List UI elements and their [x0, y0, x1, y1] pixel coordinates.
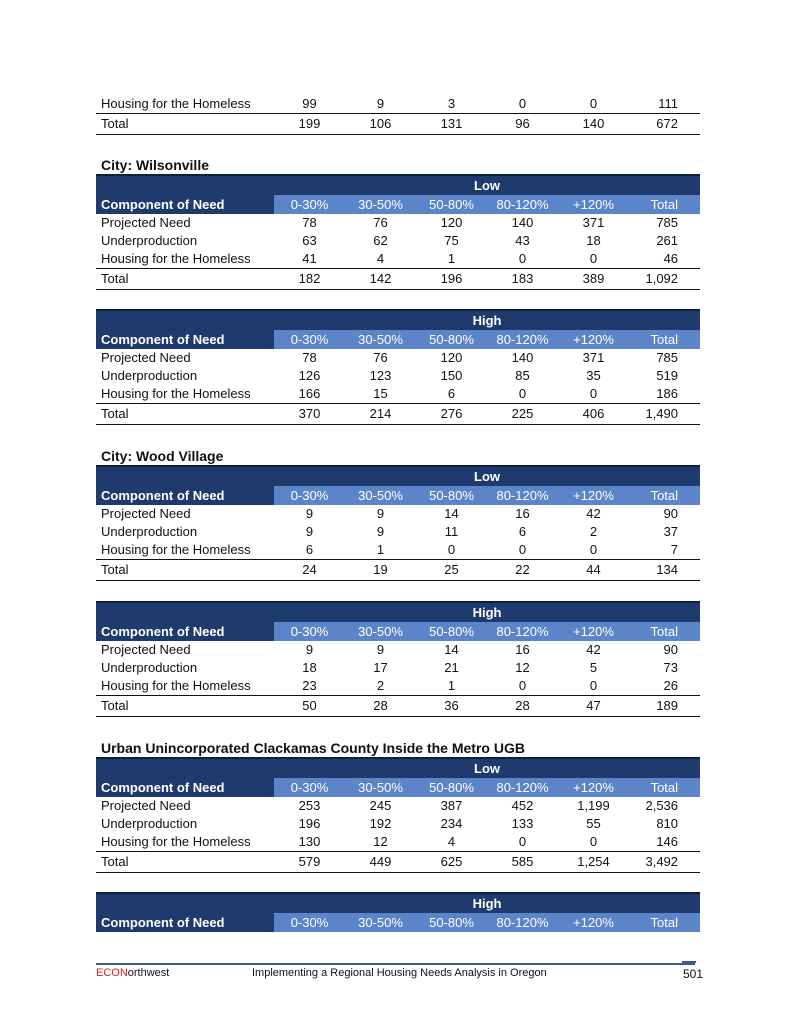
- column-header: +120%: [558, 486, 629, 505]
- column-header-row: [96, 913, 700, 932]
- cell: 785: [656, 350, 679, 365]
- table-row: [96, 385, 700, 404]
- cell: 389: [558, 269, 629, 290]
- column-header: 50-80%: [416, 195, 487, 214]
- column-header-row: [96, 195, 700, 214]
- cell: 9: [305, 524, 314, 539]
- row-label: Total: [96, 404, 274, 425]
- cell: 140: [511, 215, 534, 230]
- need-table-clackamas-high: [96, 892, 700, 932]
- column-header: 80-120%: [487, 622, 558, 641]
- column-header: Total: [629, 778, 700, 797]
- cell: 106: [345, 114, 416, 135]
- cell: 672: [629, 114, 700, 135]
- table-row: [96, 214, 700, 232]
- cell: 183: [487, 269, 558, 290]
- cell: 0: [558, 833, 629, 852]
- table-row-total: [96, 852, 700, 873]
- column-header: 80-120%: [487, 330, 558, 349]
- cell: 24: [274, 560, 345, 581]
- cell: 0: [558, 95, 629, 114]
- table-row: [96, 505, 700, 523]
- column-header: Total: [629, 913, 700, 932]
- column-header: 30-50%: [345, 778, 416, 797]
- cell: 44: [558, 560, 629, 581]
- cell: 18: [302, 660, 317, 675]
- cell: 130: [274, 833, 345, 852]
- cell: 9: [345, 95, 416, 114]
- cell: 16: [515, 506, 530, 521]
- scenario-label: High: [274, 310, 700, 330]
- cell: 22: [487, 560, 558, 581]
- cell: 370: [274, 404, 345, 425]
- cell: 625: [416, 852, 487, 873]
- column-header: 80-120%: [487, 778, 558, 797]
- cell: 62: [373, 233, 388, 248]
- cell: 449: [345, 852, 416, 873]
- cell: 371: [582, 215, 605, 230]
- section-title: City: Wilsonville: [101, 157, 210, 173]
- table-row: [96, 677, 700, 696]
- row-label: Housing for the Homeless: [96, 250, 274, 269]
- cell: 6: [416, 385, 487, 404]
- cell: 0: [487, 541, 558, 560]
- cell: 76: [373, 215, 388, 230]
- cell: 63: [302, 233, 317, 248]
- row-label: Housing for the Homeless: [96, 541, 274, 560]
- cell: 186: [629, 385, 700, 404]
- cell: 452: [511, 798, 534, 813]
- column-header: 0-30%: [274, 913, 345, 932]
- cell: 126: [298, 368, 321, 383]
- cell: 99: [274, 95, 345, 114]
- cell: 12: [515, 660, 530, 675]
- column-header: 0-30%: [274, 195, 345, 214]
- footer-rule-accent: [682, 961, 696, 963]
- cell: 245: [369, 798, 392, 813]
- scenario-header: [96, 175, 700, 195]
- cell: 585: [487, 852, 558, 873]
- cell: 9: [376, 524, 385, 539]
- row-label: Projected Need: [101, 215, 191, 230]
- column-header: Component of Need: [96, 778, 274, 797]
- cell: 4: [345, 250, 416, 269]
- cell: 75: [444, 233, 459, 248]
- column-header-row: [96, 622, 700, 641]
- cell: 23: [274, 677, 345, 696]
- row-label: Housing for the Homeless: [96, 385, 274, 404]
- row-label: Underproduction: [101, 660, 198, 675]
- cell: 7: [629, 541, 700, 560]
- row-label: Underproduction: [101, 368, 198, 383]
- cell: 16: [515, 642, 530, 657]
- column-header: 0-30%: [274, 778, 345, 797]
- row-label: Total: [96, 852, 274, 873]
- cell: 46: [629, 250, 700, 269]
- table-row: [96, 367, 700, 385]
- row-label: Underproduction: [101, 524, 198, 539]
- cell: 14: [444, 642, 459, 657]
- cell: 18: [586, 233, 601, 248]
- cell: 276: [416, 404, 487, 425]
- column-header-row: [96, 778, 700, 797]
- scenario-header: [96, 893, 700, 913]
- cell: 146: [629, 833, 700, 852]
- cell: 123: [369, 368, 392, 383]
- cell: 4: [416, 833, 487, 852]
- cell: 78: [302, 215, 317, 230]
- scenario-label: Low: [274, 758, 700, 778]
- table-row: [96, 833, 700, 852]
- cell: 73: [663, 660, 679, 675]
- cell: 28: [345, 696, 416, 717]
- table-row: [96, 797, 700, 815]
- table-row: [96, 541, 700, 560]
- table-row-total: [96, 696, 700, 717]
- column-header: Total: [629, 195, 700, 214]
- cell: 196: [298, 816, 321, 831]
- cell: 166: [274, 385, 345, 404]
- cell: 37: [663, 524, 679, 539]
- table-row-total: [96, 404, 700, 425]
- cell: 90: [663, 642, 679, 657]
- cell: 199: [274, 114, 345, 135]
- cell: 28: [487, 696, 558, 717]
- column-header: 0-30%: [274, 486, 345, 505]
- cell: 78: [302, 350, 317, 365]
- table-row: [96, 232, 700, 250]
- cell: 810: [656, 816, 679, 831]
- column-header: +120%: [558, 778, 629, 797]
- cell: 35: [586, 368, 601, 383]
- cell: 120: [440, 215, 463, 230]
- cell: 133: [511, 816, 534, 831]
- cell: 0: [487, 95, 558, 114]
- column-header: 50-80%: [416, 330, 487, 349]
- cell: 142: [345, 269, 416, 290]
- cell: 41: [274, 250, 345, 269]
- cell: 785: [656, 215, 679, 230]
- column-header-row: [96, 486, 700, 505]
- cell: 0: [487, 385, 558, 404]
- section-title: Urban Unincorporated Clackamas County Inside the Metro UGB: [101, 740, 525, 756]
- cell: 36: [416, 696, 487, 717]
- cell: 234: [440, 816, 463, 831]
- cell: 5: [589, 660, 598, 675]
- cell: 21: [444, 660, 459, 675]
- column-header: Component of Need: [96, 330, 274, 349]
- cell: 47: [558, 696, 629, 717]
- cell: 1: [345, 541, 416, 560]
- footer-title: Implementing a Regional Housing Needs Analysis in Oregon: [252, 967, 547, 979]
- cell: 3: [416, 95, 487, 114]
- cell: 12: [345, 833, 416, 852]
- cell: 19: [345, 560, 416, 581]
- footer-rule: [96, 963, 695, 965]
- cell: 0: [487, 250, 558, 269]
- column-header: 80-120%: [487, 486, 558, 505]
- cell: 189: [629, 696, 700, 717]
- need-table-clackamas-low: [96, 757, 700, 873]
- column-header: 30-50%: [345, 622, 416, 641]
- row-label: Projected Need: [101, 642, 191, 657]
- row-label: Projected Need: [101, 506, 191, 521]
- footer-brand: [96, 967, 169, 979]
- cell: 134: [629, 560, 700, 581]
- row-label: Total: [96, 269, 274, 290]
- table-fragment-top: [96, 95, 700, 135]
- cell: 1: [416, 677, 487, 696]
- cell: 2: [345, 677, 416, 696]
- cell: 2,536: [645, 798, 679, 813]
- cell: 519: [656, 368, 679, 383]
- cell: 2: [589, 524, 598, 539]
- cell: 1,254: [558, 852, 629, 873]
- cell: 1,092: [629, 269, 700, 290]
- column-header: 50-80%: [416, 622, 487, 641]
- column-header: 30-50%: [345, 330, 416, 349]
- cell: 1,490: [629, 404, 700, 425]
- section-title: City: Wood Village: [101, 448, 224, 464]
- cell: 0: [558, 385, 629, 404]
- column-header: +120%: [558, 913, 629, 932]
- cell: 261: [656, 233, 679, 248]
- cell: 85: [515, 368, 530, 383]
- cell: 3,492: [629, 852, 700, 873]
- table-row: [96, 523, 700, 541]
- column-header: Component of Need: [96, 622, 274, 641]
- cell: 182: [274, 269, 345, 290]
- need-table-wood-village-low: [96, 465, 700, 581]
- table-row: [96, 95, 700, 114]
- footer-brand-suffix: orthwest: [127, 967, 170, 979]
- column-header: 30-50%: [345, 486, 416, 505]
- need-table-wilsonville-high: [96, 309, 700, 425]
- cell: 579: [274, 852, 345, 873]
- cell: 42: [586, 506, 601, 521]
- cell: 26: [629, 677, 700, 696]
- row-label: Underproduction: [101, 816, 198, 831]
- cell: 192: [369, 816, 392, 831]
- cell: 9: [376, 506, 385, 521]
- cell: 90: [663, 506, 679, 521]
- cell: 120: [440, 350, 463, 365]
- cell: 225: [487, 404, 558, 425]
- table-row: [96, 659, 700, 677]
- column-header: +120%: [558, 195, 629, 214]
- scenario-label: Low: [274, 466, 700, 486]
- page-number: 501: [683, 967, 704, 981]
- column-header-row: [96, 330, 700, 349]
- cell: 1,199: [577, 798, 610, 813]
- cell: 15: [345, 385, 416, 404]
- row-label: Total: [96, 696, 274, 717]
- row-label: Total: [96, 114, 274, 135]
- cell: 0: [558, 250, 629, 269]
- table-row-total: [96, 560, 700, 581]
- column-header: Component of Need: [96, 913, 274, 932]
- cell: 25: [416, 560, 487, 581]
- need-table-wood-village-high: [96, 601, 700, 717]
- cell: 43: [515, 233, 530, 248]
- column-header: Total: [629, 330, 700, 349]
- column-header: 50-80%: [416, 486, 487, 505]
- row-label: Housing for the Homeless: [96, 95, 274, 114]
- column-header: 80-120%: [487, 913, 558, 932]
- cell: 42: [586, 642, 601, 657]
- cell: 150: [440, 368, 463, 383]
- cell: 196: [416, 269, 487, 290]
- cell: 371: [582, 350, 605, 365]
- cell: 406: [558, 404, 629, 425]
- scenario-header: [96, 602, 700, 622]
- cell: 9: [305, 642, 314, 657]
- table-row: [96, 641, 700, 659]
- footer-brand-prefix: ECON: [96, 967, 128, 979]
- cell: 9: [305, 506, 314, 521]
- scenario-header: [96, 466, 700, 486]
- row-label: Housing for the Homeless: [96, 677, 274, 696]
- column-header: 0-30%: [274, 622, 345, 641]
- table-row-total: [96, 114, 700, 135]
- column-header: +120%: [558, 330, 629, 349]
- cell: 6: [274, 541, 345, 560]
- column-header: 0-30%: [274, 330, 345, 349]
- row-label: Underproduction: [101, 233, 198, 248]
- column-header: 80-120%: [487, 195, 558, 214]
- cell: 76: [373, 350, 388, 365]
- cell: 140: [511, 350, 534, 365]
- scenario-label: High: [274, 893, 700, 913]
- cell: 0: [487, 833, 558, 852]
- cell: 140: [558, 114, 629, 135]
- table-row: [96, 250, 700, 269]
- column-header: Total: [629, 622, 700, 641]
- column-header: Total: [629, 486, 700, 505]
- table-row-total: [96, 269, 700, 290]
- scenario-header: [96, 758, 700, 778]
- scenario-header: [96, 310, 700, 330]
- cell: 96: [487, 114, 558, 135]
- cell: 214: [345, 404, 416, 425]
- cell: 0: [416, 541, 487, 560]
- need-table-wilsonville-low: [96, 174, 700, 290]
- table-row: [96, 815, 700, 833]
- cell: 17: [373, 660, 388, 675]
- cell: 0: [558, 677, 629, 696]
- cell: 1: [416, 250, 487, 269]
- column-header: 50-80%: [416, 913, 487, 932]
- column-header: Component of Need: [96, 195, 274, 214]
- column-header: +120%: [558, 622, 629, 641]
- row-label: Projected Need: [101, 350, 191, 365]
- row-label: Total: [96, 560, 274, 581]
- cell: 9: [376, 642, 385, 657]
- column-header: 30-50%: [345, 913, 416, 932]
- row-label: Housing for the Homeless: [96, 833, 274, 852]
- cell: 253: [298, 798, 321, 813]
- cell: 111: [629, 95, 700, 114]
- scenario-label: Low: [274, 175, 700, 195]
- row-label: Projected Need: [101, 798, 191, 813]
- cell: 0: [487, 677, 558, 696]
- cell: 387: [440, 798, 463, 813]
- cell: 11: [444, 524, 459, 539]
- column-header: 30-50%: [345, 195, 416, 214]
- table-row: [96, 349, 700, 367]
- column-header: Component of Need: [96, 486, 274, 505]
- cell: 55: [586, 816, 601, 831]
- cell: 14: [444, 506, 459, 521]
- cell: 0: [558, 541, 629, 560]
- column-header: 50-80%: [416, 778, 487, 797]
- cell: 6: [518, 524, 527, 539]
- cell: 50: [274, 696, 345, 717]
- cell: 131: [416, 114, 487, 135]
- scenario-label: High: [274, 602, 700, 622]
